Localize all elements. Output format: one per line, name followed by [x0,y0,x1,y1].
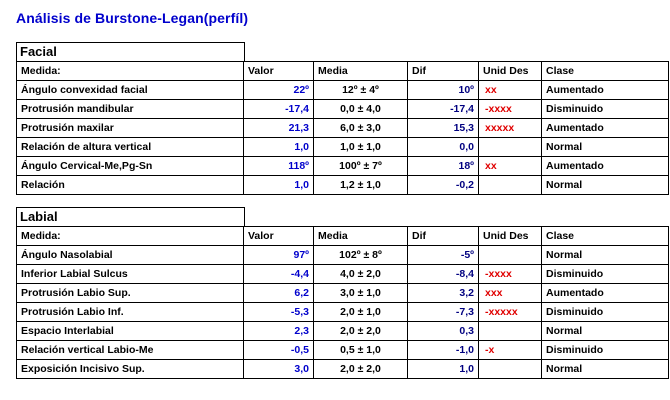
unid-des-cell: -xxxx [479,265,542,284]
media-cell: 0,0 ± 4,0 [314,100,408,119]
table-row [17,81,669,100]
unid-des-cell: -x [479,341,542,360]
dif-cell: 10º [408,81,479,100]
valor-cell: 6,2 [244,284,314,303]
column-header: Dif [408,62,479,81]
dif-cell: -7,3 [408,303,479,322]
media-cell: 1,2 ± 1,0 [314,176,408,195]
medida-cell: Ángulo Nasolabial [17,246,244,265]
valor-cell: -0,5 [244,341,314,360]
media-cell: 12º ± 4º [314,81,408,100]
section-title-facial: Facial [16,42,245,61]
clase-cell: Aumentado [542,119,669,138]
column-header: Dif [408,227,479,246]
media-cell: 2,0 ± 1,0 [314,303,408,322]
medida-cell: Relación de altura vertical [17,138,244,157]
column-header: Valor [244,227,314,246]
column-header: Media [314,227,408,246]
dif-cell: -8,4 [408,265,479,284]
clase-cell: Normal [542,322,669,341]
media-cell: 6,0 ± 3,0 [314,119,408,138]
clase-cell: Normal [542,138,669,157]
medida-cell: Protrusión Labio Inf. [17,303,244,322]
clase-cell: Normal [542,360,669,379]
clase-cell: Normal [542,246,669,265]
valor-cell: 1,0 [244,138,314,157]
medida-cell: Exposición Incisivo Sup. [17,360,244,379]
medida-cell: Protrusión Labio Sup. [17,284,244,303]
valor-cell: 1,0 [244,176,314,195]
section-facial [16,42,670,195]
unid-des-cell: xx [479,157,542,176]
media-cell: 1,0 ± 1,0 [314,138,408,157]
dif-cell: 18º [408,157,479,176]
dif-cell: -0,2 [408,176,479,195]
valor-cell: -17,4 [244,100,314,119]
clase-cell: Disminuido [542,341,669,360]
clase-cell: Disminuido [542,265,669,284]
valor-cell: 118º [244,157,314,176]
valor-cell: 22º [244,81,314,100]
table-row [17,138,669,157]
medida-cell: Inferior Labial Sulcus [17,265,244,284]
clase-cell: Aumentado [542,81,669,100]
media-cell: 100º ± 7º [314,157,408,176]
unid-des-cell [479,246,542,265]
table-labial [16,226,669,379]
column-header: Media [314,62,408,81]
unid-des-cell: xxx [479,284,542,303]
media-cell: 2,0 ± 2,0 [314,360,408,379]
table-row [17,284,669,303]
table-header-row [17,227,669,246]
table-row [17,360,669,379]
table-row [17,246,669,265]
medida-cell: Ángulo convexidad facial [17,81,244,100]
clase-cell: Normal [542,176,669,195]
medida-cell: Ángulo Cervical-Me,Pg-Sn [17,157,244,176]
dif-cell: 0,3 [408,322,479,341]
table-facial [16,61,669,195]
unid-des-cell: xxxxx [479,119,542,138]
dif-cell: -17,4 [408,100,479,119]
media-cell: 4,0 ± 2,0 [314,265,408,284]
table-row [17,100,669,119]
column-header: Unid Des [479,62,542,81]
table-row [17,176,669,195]
media-cell: 0,5 ± 1,0 [314,341,408,360]
unid-des-cell [479,138,542,157]
column-header: Valor [244,62,314,81]
clase-cell: Disminuido [542,100,669,119]
media-cell: 2,0 ± 2,0 [314,322,408,341]
clase-cell: Aumentado [542,284,669,303]
unid-des-cell [479,176,542,195]
medida-cell: Relación [17,176,244,195]
valor-cell: 3,0 [244,360,314,379]
unid-des-cell: -xxxxx [479,303,542,322]
column-header: Clase [542,227,669,246]
dif-cell: -1,0 [408,341,479,360]
valor-cell: 2,3 [244,322,314,341]
media-cell: 3,0 ± 1,0 [314,284,408,303]
column-header: Medida: [17,62,244,81]
section-title-labial: Labial [16,207,245,226]
valor-cell: -5,3 [244,303,314,322]
column-header: Unid Des [479,227,542,246]
medida-cell: Protrusión mandibular [17,100,244,119]
table-row [17,157,669,176]
valor-cell: -4,4 [244,265,314,284]
dif-cell: 3,2 [408,284,479,303]
column-header: Medida: [17,227,244,246]
clase-cell: Aumentado [542,157,669,176]
table-row [17,341,669,360]
dif-cell: 15,3 [408,119,479,138]
unid-des-cell: -xxxx [479,100,542,119]
dif-cell: 0,0 [408,138,479,157]
report-title: Análisis de Burstone-Legan(perfíl) [16,10,249,26]
table-row [17,119,669,138]
unid-des-cell [479,322,542,341]
unid-des-cell: xx [479,81,542,100]
dif-cell: 1,0 [408,360,479,379]
unid-des-cell [479,360,542,379]
table-row [17,322,669,341]
media-cell: 102º ± 8º [314,246,408,265]
valor-cell: 21,3 [244,119,314,138]
table-row [17,303,669,322]
valor-cell: 97º [244,246,314,265]
medida-cell: Espacio Interlabial [17,322,244,341]
medida-cell: Protrusión maxilar [17,119,244,138]
table-header-row [17,62,669,81]
clase-cell: Disminuido [542,303,669,322]
medida-cell: Relación vertical Labio-Me [17,341,244,360]
column-header: Clase [542,62,669,81]
table-row [17,265,669,284]
section-labial [16,207,670,379]
dif-cell: -5º [408,246,479,265]
